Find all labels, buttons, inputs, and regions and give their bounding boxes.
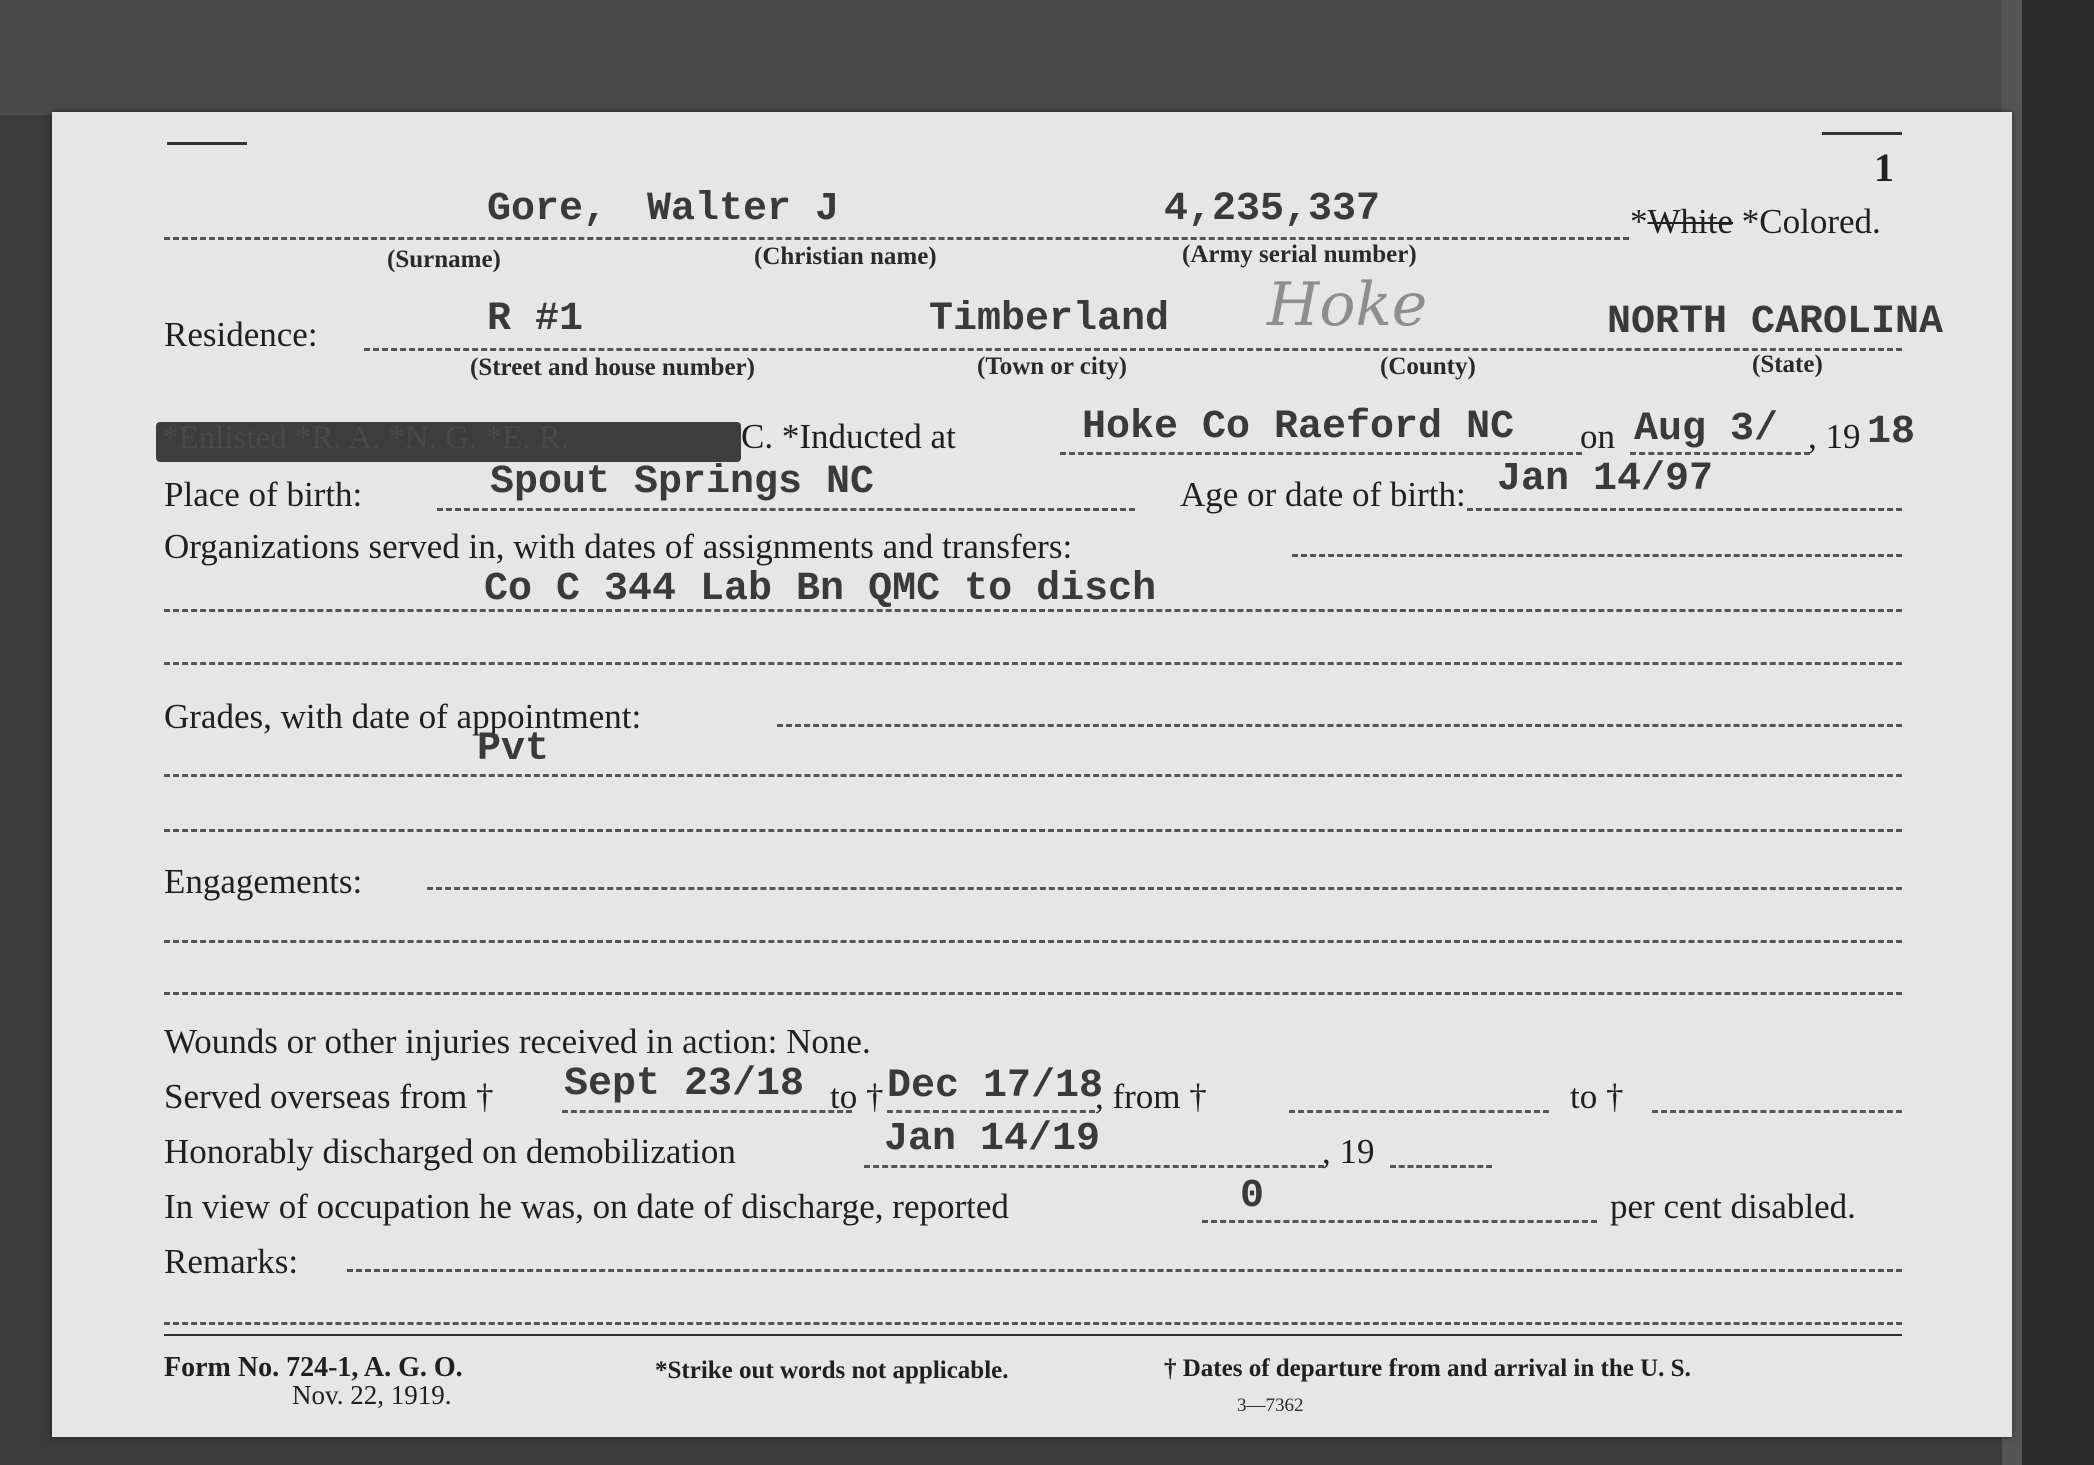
grades-line-3 [164, 829, 1902, 832]
organizations-line-1 [1292, 554, 1902, 557]
organizations-line-2 [164, 609, 1902, 612]
footnote-strike: *Strike out words not applicable. [655, 1357, 1009, 1384]
birth-place-line [437, 508, 1135, 511]
discharge-date-line [864, 1165, 1324, 1168]
race-asterisk-2: * [1741, 202, 1760, 241]
inducted-place-line [1060, 452, 1582, 455]
race-asterisk-1: * [1630, 202, 1648, 241]
name-line [164, 237, 1629, 240]
caption-county: (County) [1380, 353, 1476, 380]
overseas-from-value-1: Sept 23/18 [564, 1062, 805, 1107]
disability-value: 0 [1240, 1174, 1265, 1219]
discharge-year-label: , 19 [1322, 1132, 1375, 1171]
enlisted-options: *Enlisted *R. A. *N. G. *E. R. [162, 420, 570, 456]
birth-date-line [1467, 508, 1902, 511]
footer-rule [164, 1334, 1902, 1336]
form-date: Nov. 22, 1919. [292, 1380, 452, 1410]
wounds-label: Wounds or other injuries received in action: None. [164, 1022, 871, 1061]
inducted-place-value: Hoke Co Raeford NC [1082, 405, 1515, 450]
card-number: 1 [1874, 145, 1894, 190]
caption-town: (Town or city) [977, 353, 1127, 380]
organizations-label: Organizations served in, with dates of assignments and transfers: [164, 527, 1073, 566]
overseas-from-label-2: , from † [1095, 1077, 1207, 1116]
overseas-to-label-1: to † [830, 1077, 884, 1116]
caption-street: (Street and house number) [470, 354, 755, 381]
grades-line-1 [777, 724, 1902, 727]
remarks-line-1 [347, 1269, 1902, 1272]
inducted-on-label: on [1580, 417, 1615, 456]
form-number: Form No. 724-1, A. G. O. [164, 1352, 463, 1383]
scanner-background-top [0, 0, 2094, 115]
disability-line [1202, 1220, 1597, 1223]
discharge-year-line [1390, 1165, 1492, 1168]
residence-town-value: Timberland [929, 297, 1170, 342]
disability-label: In view of occupation he was, on date of discharge, reported [164, 1187, 1009, 1226]
race-options [1630, 202, 1881, 242]
grades-line-2 [164, 774, 1902, 777]
caption-state: (State) [1752, 351, 1823, 378]
caption-surname: (Surname) [387, 246, 501, 273]
residence-line [364, 348, 1902, 351]
top-left-rule [167, 142, 247, 145]
inducted-at-label: C. *Inducted at [741, 417, 956, 456]
organizations-value: Co C 344 Lab Bn QMC to disch [484, 567, 1157, 612]
overseas-label: Served overseas from † [164, 1077, 494, 1116]
remarks-label: Remarks: [164, 1242, 299, 1281]
disability-suffix: per cent disabled. [1610, 1187, 1856, 1226]
race-colored: Colored. [1759, 202, 1881, 241]
service-record-card [52, 112, 2012, 1437]
surname-value: Gore, [487, 187, 608, 232]
inducted-date-value: Aug 3/ [1634, 407, 1779, 452]
residence-label: Residence: [164, 315, 318, 354]
inducted-year-prefix: , 19 [1808, 417, 1861, 456]
engagements-line-1 [427, 887, 1902, 890]
inducted-year-value: 18 [1867, 410, 1916, 455]
engagements-line-2 [164, 940, 1902, 943]
christian-name-value: Walter J [647, 187, 840, 232]
birth-place-label: Place of birth: [164, 475, 363, 514]
race-white: White [1647, 202, 1734, 241]
caption-serial-number: (Army serial number) [1182, 241, 1417, 268]
remarks-line-2 [164, 1322, 1902, 1325]
residence-street-value: R #1 [487, 297, 584, 342]
inducted-date-line [1630, 452, 1810, 455]
overseas-from-line-1 [562, 1110, 852, 1113]
overseas-from-line-2 [1289, 1110, 1549, 1113]
overseas-to-line-1 [887, 1110, 1095, 1113]
overseas-to-label-2: to † [1570, 1077, 1624, 1116]
residence-county-value: Hoke [1267, 270, 1428, 340]
engagements-line-3 [164, 992, 1902, 995]
print-code: 3—7362 [1237, 1395, 1304, 1416]
discharge-label: Honorably discharged on demobilization [164, 1132, 736, 1171]
scanner-background-right [2022, 0, 2094, 1465]
footnote-dates: † Dates of departure from and arrival in the U. S. [1164, 1355, 1691, 1382]
serial-number-value: 4,235,337 [1164, 187, 1381, 232]
residence-state-value: NORTH CAROLINA [1607, 300, 1944, 345]
discharge-date-value: Jan 14/19 [884, 1117, 1101, 1162]
birth-date-label: Age or date of birth: [1180, 475, 1466, 514]
birth-date-value: Jan 14/97 [1497, 457, 1714, 502]
engagements-label: Engagements: [164, 862, 363, 901]
caption-christian-name: (Christian name) [754, 243, 937, 270]
grades-label: Grades, with date of appointment: [164, 697, 642, 736]
overseas-to-value-1: Dec 17/18 [887, 1064, 1104, 1109]
birth-place-value: Spout Springs NC [490, 460, 875, 505]
organizations-line-3 [164, 662, 1902, 665]
overseas-to-line-2 [1652, 1110, 1902, 1113]
top-right-rule [1822, 132, 1902, 135]
grades-value: Pvt [477, 727, 550, 772]
